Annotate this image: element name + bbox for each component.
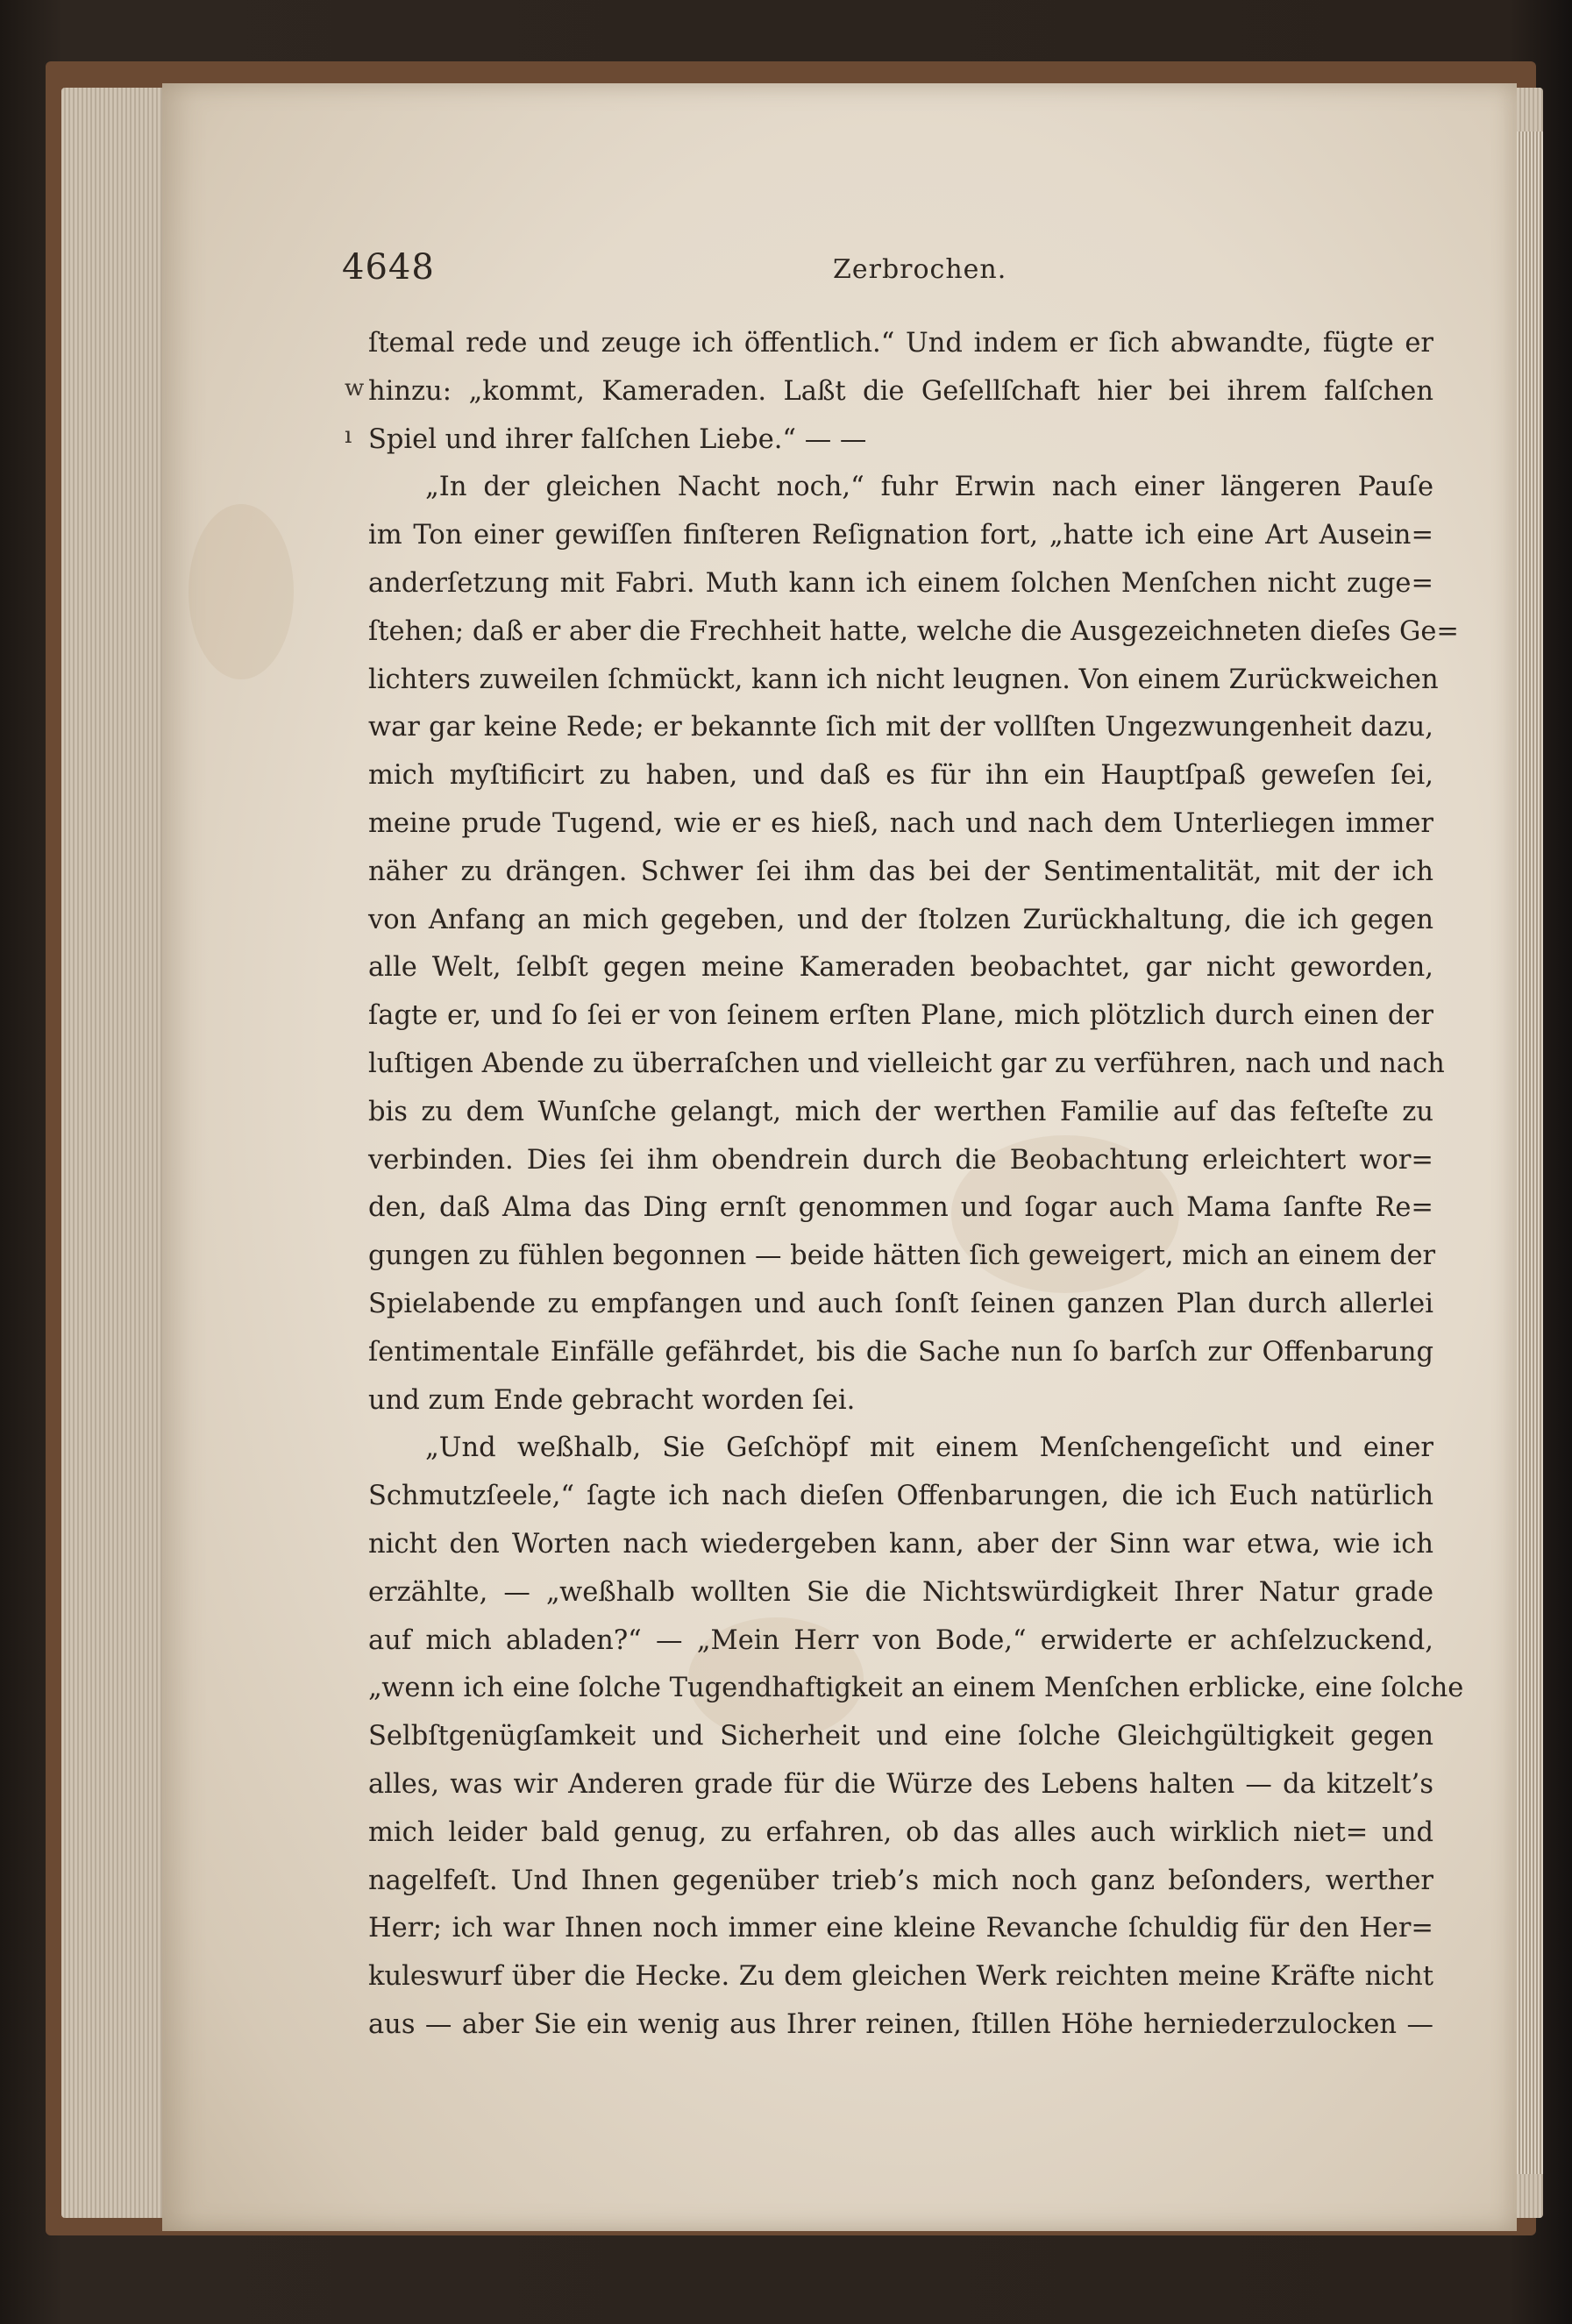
text-line: kuleswurf über die Hecke. Zu dem gleichen Werk reichten meine Kräfte nicht — [368, 1961, 1433, 1993]
text-line: luſtigen Abende zu überraſchen und vielleicht gar zu verführen, nach und nach — [368, 1048, 1445, 1079]
text-line: Spiel und ihrer falſchen Liebe.“ — — — [368, 423, 867, 455]
text-line: Herr; ich war Ihnen noch immer eine kleine Revanche ſchuldig für den Her= — [368, 1913, 1433, 1944]
text-line: anderſetzung mit Fabri. Muth kann ich einem ſolchen Menſchen nicht zuge= — [368, 567, 1433, 599]
page-number: 4648 — [342, 247, 435, 288]
text-line: erzählte, — „weßhalb wollten Sie die Nichtswürdigkeit Ihrer Natur grade — [368, 1576, 1433, 1608]
paper-stain — [188, 504, 294, 679]
running-title: Zerbrochen. — [833, 254, 1007, 285]
text-line: ſagte er, und ſo ſei er von ſeinem erſten Plane, mich plötzlich durch einen der — [368, 1000, 1433, 1032]
text-line: nagelfeſt. Und Ihnen gegenüber trieb’s mich noch ganz beſonders, werther — [368, 1865, 1433, 1896]
text-line: war gar keine Rede; er bekannte ſich mit der vollſten Ungezwungenheit dazu, — [368, 712, 1433, 743]
text-line: alle Welt, ſelbſt gegen meine Kameraden beobachtet, gar nicht geworden, — [368, 952, 1433, 984]
body-text — [368, 320, 1464, 2050]
text-line: alles, was wir Anderen grade für die Würze des Lebens halten — da kitzelt’s — [368, 1768, 1433, 1800]
text-line: im Ton einer gewiſſen finſteren Reſignation fort, „hatte ich eine Art Ausein= — [368, 520, 1433, 551]
text-line: gungen zu fühlen begonnen — beide hätten ſich geweigert, mich an einem der — [368, 1240, 1436, 1272]
text-line: „Und weßhalb, Sie Geſchöpf mit einem Menſchengeſicht und einer — [425, 1432, 1433, 1464]
text-line: und zum Ende gebracht worden ſei. — [368, 1384, 856, 1416]
text-line: hinzu: „kommt, Kameraden. Laßt die Geſellſchaft hier bei ihrem falſchen — [368, 375, 1433, 407]
text-line: aus — aber Sie ein wenig aus Ihrer reinen, ſtillen Höhe herniederzulocken — — [368, 2008, 1433, 2040]
text-line: lichters zuweilen ſchmückt, kann ich nicht leugnen. Von einem Zurückweichen — [368, 664, 1439, 695]
text-line: Selbſtgenügſamkeit und Sicherheit und eine ſolche Gleichgültigkeit gegen — [368, 1721, 1433, 1752]
text-line: bis zu dem Wunſche gelangt, mich der werthen Familie auf das feſteſte zu — [368, 1096, 1433, 1127]
text-line: „In der gleichen Nacht noch,“ fuhr Erwin nach einer längeren Pauſe — [425, 472, 1433, 503]
text-line: „wenn ich eine ſolche Tugendhaftigkeit an einem Menſchen erblicke, eine ſolche — [368, 1673, 1464, 1704]
text-line: ſentimentale Einfälle gefährdet, bis die Sache nun ſo barſch zur Offenbarung — [368, 1336, 1433, 1368]
text-line: mich leider bald genug, zu erfahren, ob das alles auch wirklich niet= und — [368, 1816, 1433, 1848]
text-line: mich myſtificirt zu haben, und daß es für ihn ein Hauptſpaß geweſen ſei, — [368, 760, 1433, 792]
text-line: Schmutzſeele,“ ſagte ich nach dieſen Offenbarungen, die ich Euch natürlich — [368, 1481, 1433, 1512]
text-line: näher zu drängen. Schwer ſei ihm das bei der Sentimentalität, mit der ich — [368, 856, 1433, 887]
text-line: nicht den Worten nach wiedergeben kann, aber der Sinn war etwa, wie ich — [368, 1528, 1433, 1560]
text-line: meine prude Tugend, wie er es hieß, nach und nach dem Unterliegen immer — [368, 807, 1433, 839]
text-line: verbinden. Dies ſei ihm obendrein durch die Beobachtung erleichtert wor= — [368, 1144, 1433, 1176]
text-line: ſtehen; daß er aber die Frechheit hatte, welche die Ausgezeichneten dieſes Ge= — [368, 615, 1459, 647]
page-header — [342, 247, 1517, 291]
margin-mark: ı — [345, 423, 352, 449]
text-line: von Anfang an mich gegeben, und der ſtolzen Zurückhaltung, die ich gegen — [368, 904, 1433, 935]
text-line: den, daß Alma das Ding ernſt genommen und ſogar auch Mama ſanfte Re= — [368, 1192, 1433, 1224]
text-line: auf mich abladen?“ — „Mein Herr von Bode,“ erwiderte er achſelzuckend, — [368, 1624, 1433, 1656]
margin-mark: w — [345, 375, 365, 402]
text-line: Spielabende zu empfangen und auch ſonſt ſeinen ganzen Plan durch allerlei — [368, 1288, 1433, 1319]
page-edges-right — [1517, 131, 1543, 2174]
text-line: ſtemal rede und zeuge ich öffentlich.“ Und indem er ſich abwandte, fügte er — [368, 328, 1433, 359]
